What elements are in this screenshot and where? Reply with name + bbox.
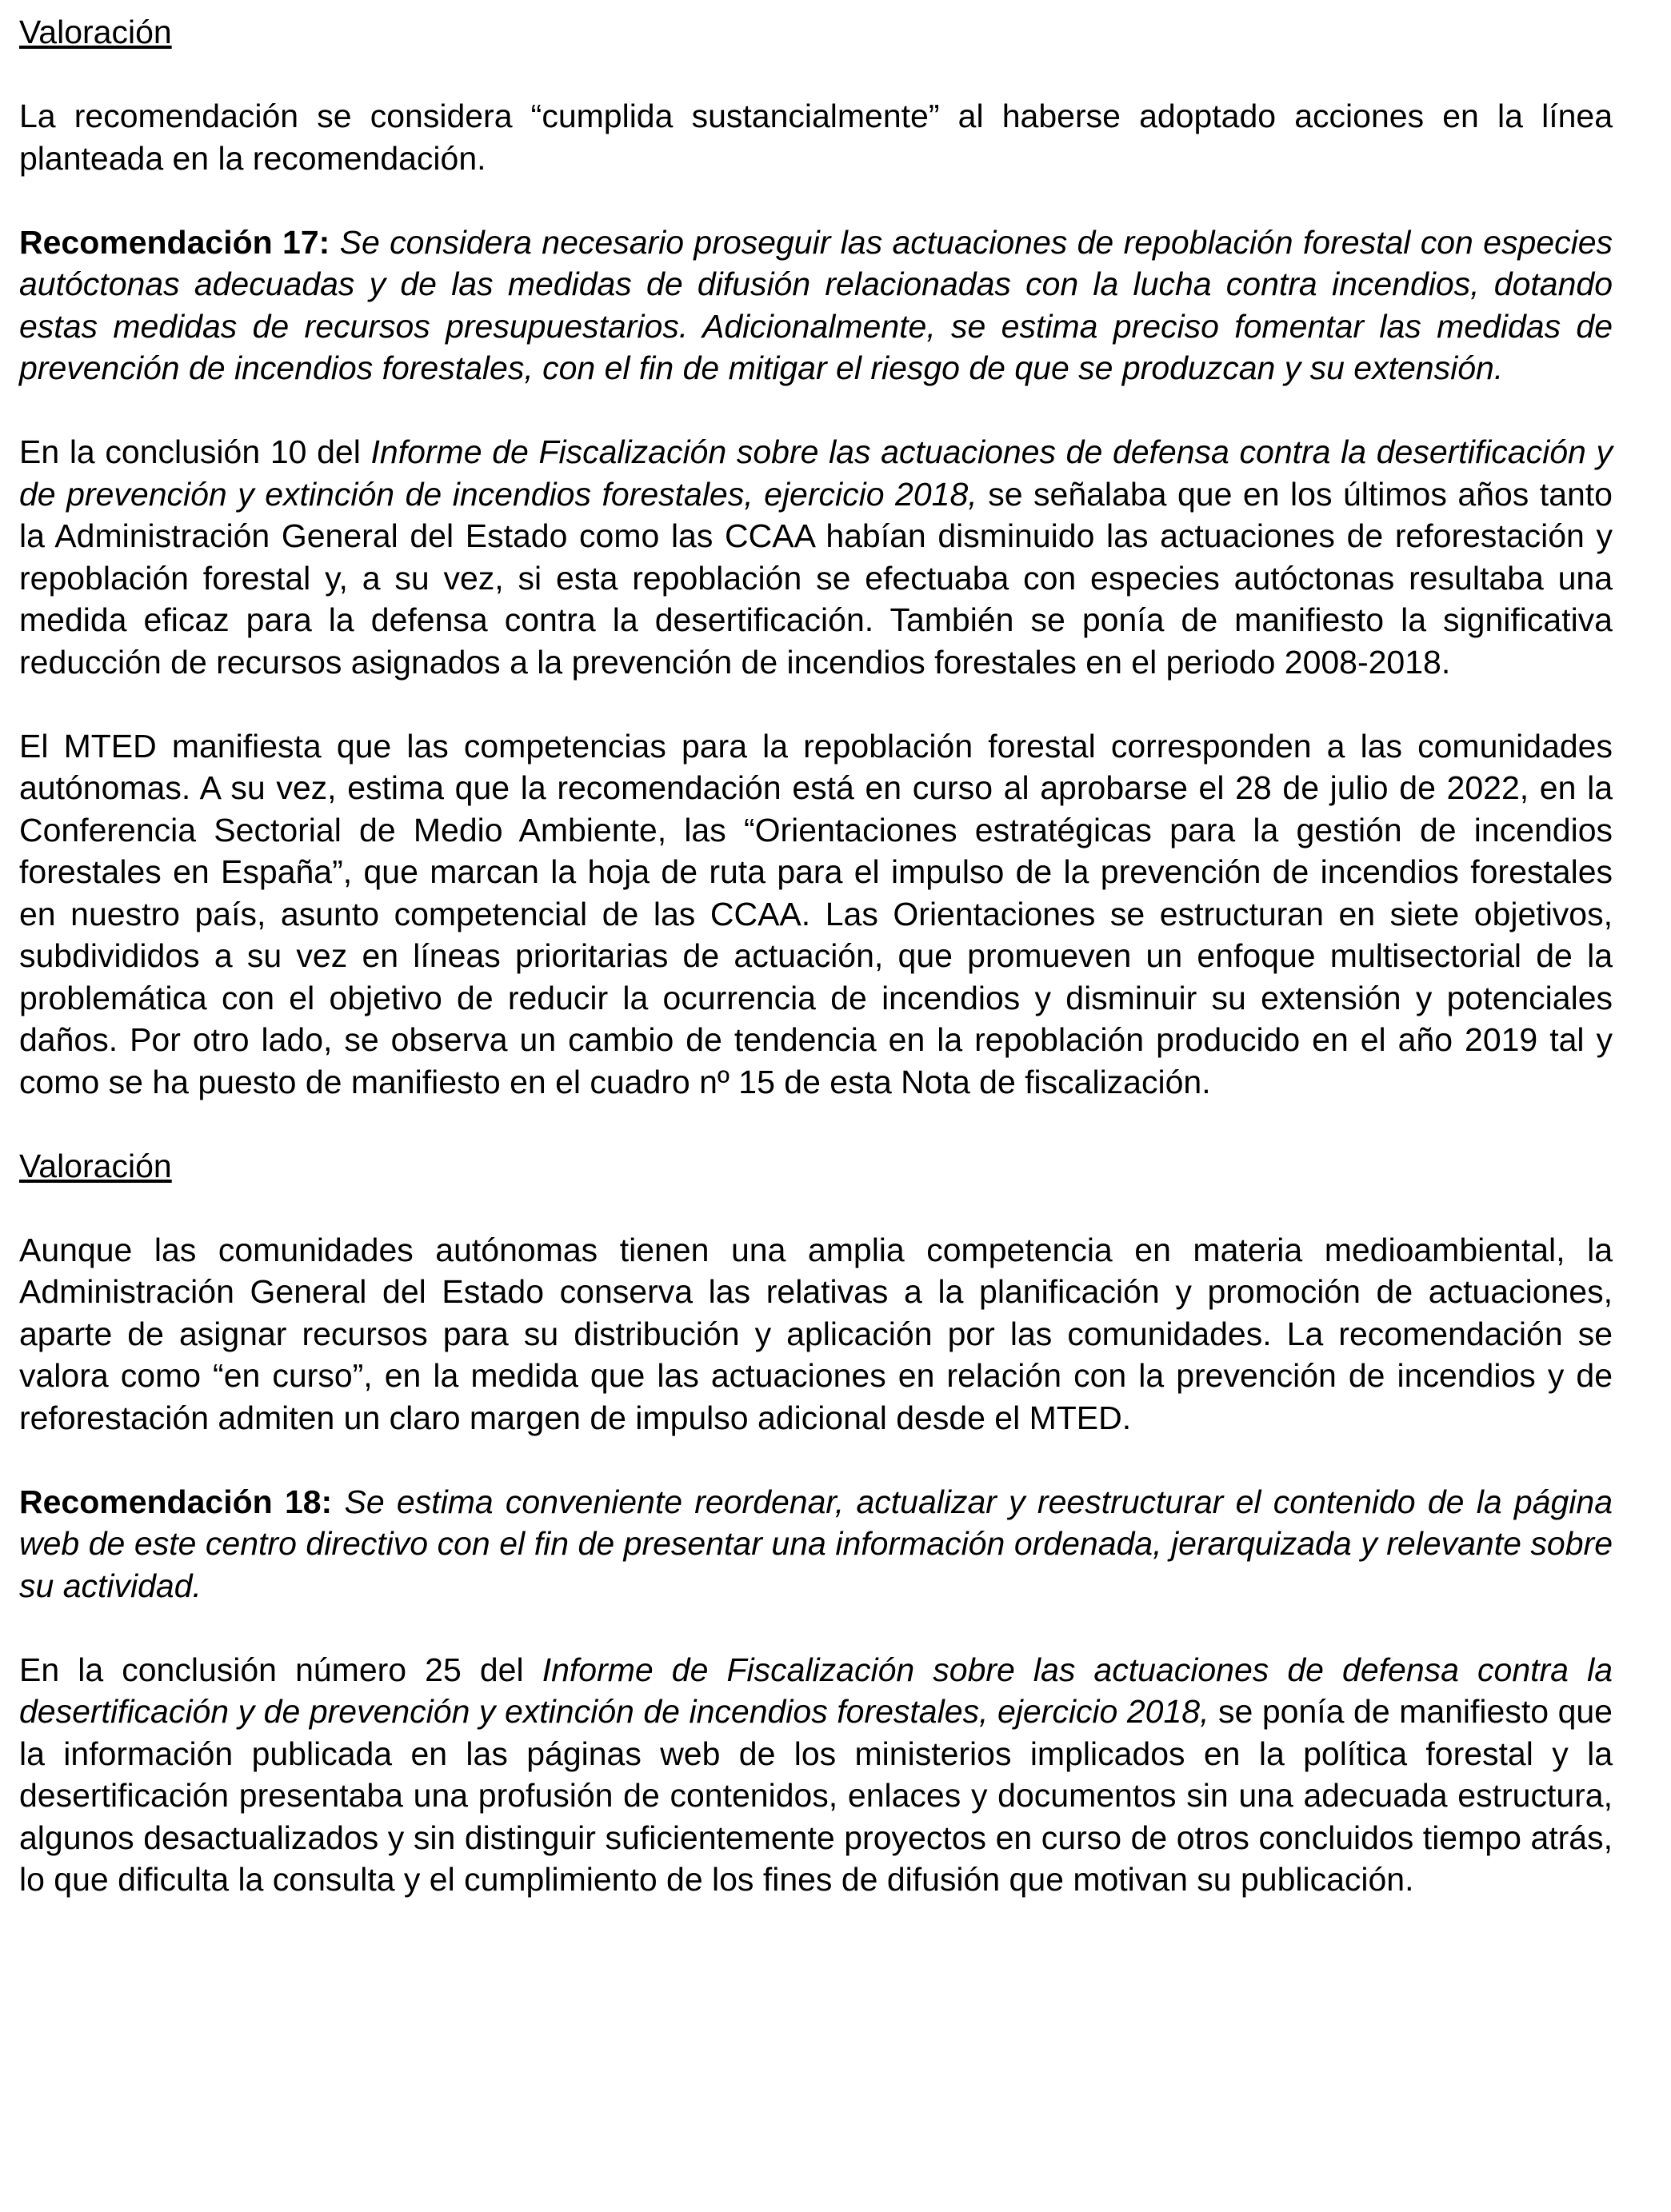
recommendation-18-text: Se estima conveniente reordenar, actualizar y reestructurar el contenido de la página web de este centro directivo con el fin de presentar una información ordenada, jerarquizada y relevante sobre su actividad. xyxy=(19,1483,1613,1604)
recommendation-17-text: Se considera necesario proseguir las actuaciones de repoblación forestal con especies autóctonas adecuadas y de las medidas de difusión relacionadas con la lucha contra incendios, dotando estas medidas de recursos presupuestarios. Adicionalmente, se estima preciso fomentar las medidas de prevención de incendios forestales, con el fin de mitigar el riesgo de que se produzcan y su extensión. xyxy=(19,223,1613,386)
recommendation-18-label: Recomendación 18: xyxy=(19,1483,333,1520)
conclusion-25-body: se ponía de manifiesto que la información publicada en las páginas web de los ministerios implicados en la política forestal y la desertificación presentaba una profusión de contenidos, enlaces y documentos sin una adecuada estructura, algunos desactualizados y sin distinguir suficientemente proyectos en curso de otros concluidos tiempo atrás, lo que dificulta la consulta y el cumplimiento de los fines de difusión que motivan su publicación. xyxy=(19,1693,1613,1898)
conclusion-25-report-title: Informe de Fiscalización sobre las actuaciones de defensa contra la desertificación y de prevención y extinción de incendios forestales, ejercicio 2018, xyxy=(19,1651,1613,1730)
conclusion-10-body: se señalaba que en los últimos años tanto la Administración General del Estado como las CCAA habían disminuido las actuaciones de reforestación y repoblación forestal y, a su vez, si esta repoblación se efectuaba con especies autóctonas resultaba una medida eficaz para la defensa contra la desertificación. También se ponía de manifiesto la significativa reducción de recursos asignados a la prevención de incendios forestales en el periodo 2008-2018. xyxy=(19,475,1613,681)
recommendation-17-label: Recomendación 17: xyxy=(19,223,330,261)
section-heading: Valoración xyxy=(19,1147,172,1184)
mted-response-paragraph: El MTED manifiesta que las competencias para la repoblación forestal corresponden a las comunidades autónomas. A su vez, estima que la recomendación está en curso al aprobarse el 28 de julio de 2022, en la Conferencia Sectorial de Medio Ambiente, las “Orientaciones estratégicas para la gestión de incendios forestales en España”, que marcan la hoja de ruta para el impulso de la prevención de incendios forestales en nuestro país, asunto competencial de las CCAA. Las Orientaciones se estructuran en siete objetivos, subdivididos a su vez en líneas prioritarias de actuación, que promueven un enfoque multisectorial de la problemática con el objetivo de reducir la ocurrencia de incendios y disminuir su extensión y potenciales daños. Por otro lado, se observa un cambio de tendencia en la repoblación producido en el año 2019 tal y como se ha puesto de manifiesto en el cuadro nº 15 de esta Nota de fiscalización. xyxy=(19,727,1613,1100)
section-heading: Valoración xyxy=(19,14,172,50)
conclusion-10-intro: En la conclusión 10 del xyxy=(19,433,361,470)
valoracion-paragraph-1: La recomendación se considera “cumplida sustancialmente” al haberse adoptado acciones en la línea planteada en la recomendación. xyxy=(19,98,1613,177)
valoracion-heading-1 xyxy=(19,11,1613,54)
recommendation-18-paragraph xyxy=(19,1481,1613,1607)
valoracion-paragraph-2: Aunque las comunidades autónomas tienen una amplia competencia en materia medioambiental, la Administración General del Estado conserva las relativas a la planificación y promoción de actuaciones, aparte de asignar recursos para su distribución y aplicación por las comunidades. La recomendación se valora como “en curso”, en la medida que las actuaciones en relación con la prevención de incendios y de reforestación admiten un claro margen de impulso adicional desde el MTED. xyxy=(19,1231,1613,1436)
valoracion-heading-2 xyxy=(19,1145,1613,1188)
document-page xyxy=(19,11,1613,1942)
conclusion-25-paragraph xyxy=(19,1649,1613,1901)
conclusion-10-paragraph xyxy=(19,431,1613,683)
recommendation-17-paragraph xyxy=(19,222,1613,389)
conclusion-10-report-title: Informe de Fiscalización sobre las actuaciones de defensa contra la desertificación y de prevención y extinción de incendios forestales, ejercicio 2018, xyxy=(19,433,1613,513)
conclusion-25-intro: En la conclusión número 25 del xyxy=(19,1651,524,1688)
